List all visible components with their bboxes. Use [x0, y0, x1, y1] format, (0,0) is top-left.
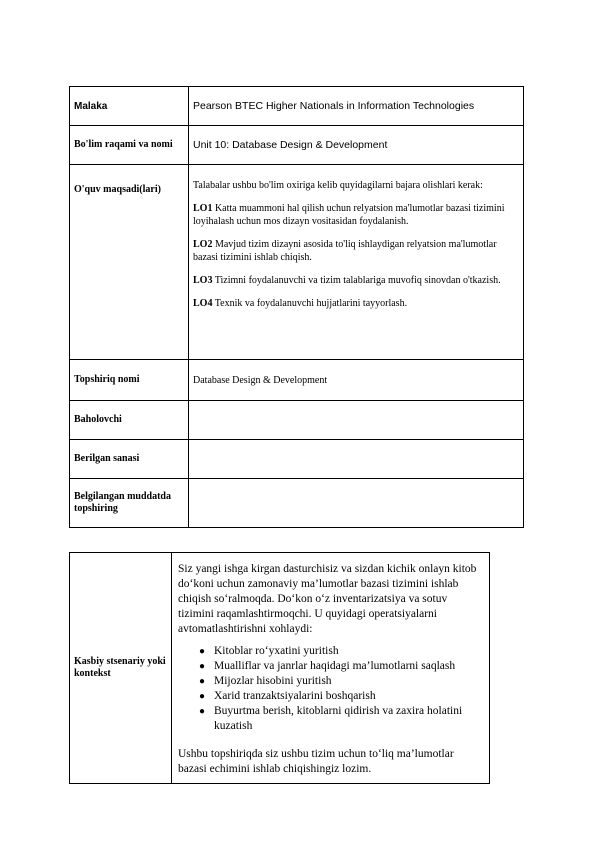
deadline-value [189, 479, 524, 528]
issue-date-label: Berilgan sanasi [70, 440, 189, 479]
learning-outcome-item [193, 238, 519, 264]
list-item-text: Mualliflar va janrlar haqidagi ma’lumotlarni saqlash [214, 660, 456, 672]
learning-outcomes-row [70, 165, 524, 360]
lo-text: Mavjud tizim dizayni asosida to'liq ishlaydigan relyatsion ma'lumotlar bazasi tizimini ishlab chiqish. [193, 239, 497, 263]
list-item [199, 659, 483, 674]
assessor-label: Baholovchi [70, 401, 189, 440]
bullet-icon: ● [199, 691, 206, 702]
assignment-title-row [70, 360, 524, 401]
unit-row [70, 126, 524, 165]
bullet-icon: ● [199, 706, 206, 717]
lo-code: LO2 [193, 239, 213, 250]
list-item-text: Xarid tranzaktsiyalarini boshqarish [214, 690, 376, 702]
scenario-intro: Siz yangi ishga kirgan dasturchisiz va sizdan kichik onlayn kitob do‘koni uchun zamonaviy ma’lumotlar bazasi tizimini ishlab chiqish so‘ralmoqda. Do‘kon o‘z inventarizatsiya va sotuv tizimini raqamlashtirmoqchi. U quyidagi operatsiyalarni avtomatlashtirishni xohlaydi: [178, 563, 477, 635]
issue-date-value [189, 440, 524, 479]
scenario-table [69, 552, 490, 784]
assignment-info-table [69, 86, 524, 528]
learning-outcome-item [193, 274, 519, 287]
list-item [199, 704, 483, 734]
scenario-bullet-list [178, 644, 483, 734]
lo-code: LO1 [193, 203, 213, 214]
assessor-row [70, 401, 524, 440]
learning-outcome-item [193, 297, 519, 310]
deadline-row [70, 479, 524, 528]
qualification-label: Malaka [70, 87, 189, 126]
scenario-cell [172, 553, 490, 784]
bullet-icon: ● [199, 646, 206, 657]
lo-code: LO4 [193, 298, 213, 309]
lo-text: Katta muammoni hal qilish uchun relyatsion ma'lumotlar bazasi tizimini loyihalash uchun mos dizayn vositasidan foydalanish. [193, 203, 505, 227]
lo-text: Tizimni foydalanuvchi va tizim talablariga muvofiq sinovdan o'tkazish. [212, 275, 501, 286]
bullet-icon: ● [199, 676, 206, 687]
list-item [199, 689, 483, 704]
learning-outcomes-cell [189, 165, 524, 360]
scenario-row [70, 553, 490, 784]
list-item [199, 644, 483, 659]
scenario-label: Kasbiy stsenariy yoki kontekst [70, 553, 172, 784]
bullet-icon: ● [199, 661, 206, 672]
list-item-text: Mijozlar hisobini yuritish [214, 675, 332, 687]
issue-date-row [70, 440, 524, 479]
assignment-title-value: Database Design & Development [189, 360, 524, 401]
lo-text: Texnik va foydalanuvchi hujjatlarini tayyorlash. [212, 298, 408, 309]
list-item-text: Kitoblar ro‘yxatini yuritish [214, 645, 339, 657]
assessor-value [189, 401, 524, 440]
assignment-title-label: Topshiriq nomi [70, 360, 189, 401]
qualification-row [70, 87, 524, 126]
unit-label: Bo'lim raqami va nomi [70, 126, 189, 165]
learning-outcomes-label: O'quv maqsadi(lari) [70, 165, 189, 360]
lo-code: LO3 [193, 275, 213, 286]
list-item [199, 674, 483, 689]
learning-outcome-item [193, 202, 519, 228]
scenario-outro: Ushbu topshiriqda siz ushbu tizim uchun to‘liq ma’lumotlar bazasi echimini ishlab chiqishingiz lozim. [178, 748, 454, 775]
list-item-text: Buyurtma berish, kitoblarni qidirish va zaxira holatini kuzatish [214, 705, 463, 732]
deadline-label: Belgilangan muddatda topshiring [70, 479, 189, 528]
qualification-value: Pearson BTEC Higher Nationals in Information Technologies [189, 87, 524, 126]
learning-outcomes-intro: Talabalar ushbu bo'lim oxiriga kelib quyidagilarni bajara olishlari kerak: [193, 180, 483, 191]
unit-value: Unit 10: Database Design & Development [189, 126, 524, 165]
